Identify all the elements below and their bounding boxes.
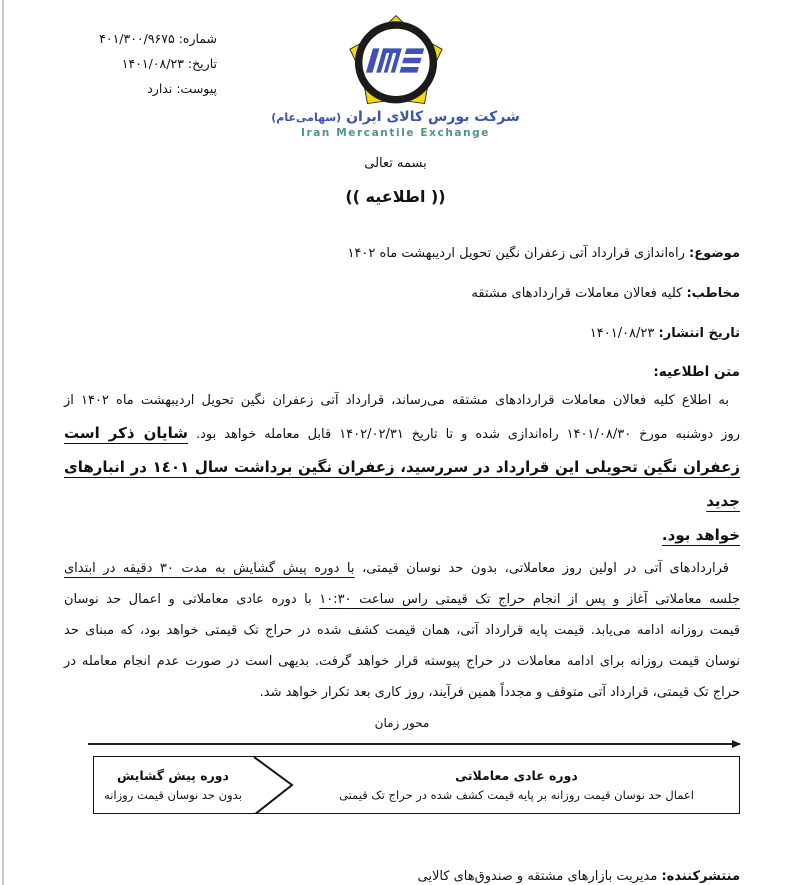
body-line (64, 584, 740, 615)
audience-value: کلیه فعالان معاملات قراردادهای مشتقه (471, 286, 683, 301)
pre-open-section (94, 757, 252, 813)
emphasis-text: شایان ذکر است (64, 424, 189, 442)
underlined-text: با دوره پیش گشایش به مدت ۳۰ دقیقه در ابتدای (64, 561, 355, 576)
time-axis-label: محور زمان (374, 716, 430, 730)
period-box (93, 756, 740, 814)
body-line: قیمت روزانه ادامه می‌یابد. قیمت پایه قرارداد آتی، همان قیمت کشف شده در حراج تک قیمتی خواهد بود، که مبنای حد (64, 623, 740, 638)
doc-attachment-value: ندارد (147, 81, 173, 96)
body-line (64, 417, 740, 451)
publisher-label: منتشرکننده: (661, 869, 740, 884)
body-line: نوسان قیمت روزانه برای ادامه معاملات در حراج پیوسته قرار خواهد گرفت. بدیهی است در صورت عدم انجام معامله در (64, 654, 740, 669)
doc-attachment-label: پیوست: (176, 81, 217, 96)
emphasis-text: زعفران نگین تحویلی این قرارداد در سررسید، زعفران نگین برداشت سال ۱٤۰۱ در انبارهای جدید (64, 458, 740, 510)
publisher-value: مدیریت بازارهای مشتقه و صندوق‌های کالایی (417, 869, 658, 884)
normal-trading-section (294, 757, 739, 813)
emphasis-text: خواهد بود. (661, 526, 740, 544)
company-type-fa: (سهامی‌عام) (271, 111, 342, 124)
chevron-divider-icon (252, 757, 294, 813)
normal-trading-subtitle: اعمال حد نوسان قیمت روزانه بر پایه قیمت کشف شده در حراج تک قیمتی (339, 787, 694, 802)
body-text: روز دوشنبه مورخ ۱۴۰۱/۰۸/۳۰ راه‌اندازی شده و تا تاریخ ۱۴۰۲/۰۲/۳۱ قابل معامله خواهد بود. (196, 427, 741, 442)
body-text: قراردادهای آتی در اولین روز معاملاتی، بدون حد نوسان قیمتی، (362, 561, 730, 576)
doc-date-value: ۱۴۰۱/۰۸/۲۳ (121, 56, 184, 71)
notice-title: (( اطلاعیه )) (345, 187, 446, 206)
doc-number-label: شماره: (178, 31, 217, 46)
timeline-diagram (64, 716, 740, 814)
bismillah: بسمه تعالی (364, 156, 427, 171)
body-text: با دوره عادی معاملاتی و اعمال حد نوسان (64, 592, 312, 607)
subject-line (64, 246, 740, 261)
body-line (64, 519, 740, 553)
company-name-fa (0, 109, 791, 125)
audience-label: مخاطب: (686, 286, 740, 301)
publisher-line (64, 869, 740, 884)
subject-value: راه‌اندازی قرارداد آتی زعفران نگین تحویل اردیبهشت ماه ۱۴۰۲ (347, 246, 685, 261)
body-heading: متن اطلاعیه: (653, 364, 740, 380)
underlined-text: جلسه معاملاتی آغاز و پس از انجام حراج تک قیمتی راس ساعت ۱۰:۳۰ (319, 592, 740, 607)
arrowhead-icon (732, 740, 741, 748)
notice-content (64, 240, 740, 884)
body-line: حراج تک قیمتی، قرارداد آتی متوقف و مجدداً همین فرآیند، روز کاری بعد تکرار خواهد شد. (259, 685, 740, 700)
pre-open-subtitle: بدون حد نوسان قیمت روزانه (104, 787, 242, 802)
pre-open-title: دوره پیش گشایش (117, 767, 229, 783)
company-name-fa-text: شرکت بورس کالای ایران (346, 109, 520, 125)
body-line (64, 553, 740, 584)
ime-logo-icon (340, 10, 452, 111)
paragraph-1 (64, 384, 740, 553)
subject-label: موضوع: (689, 246, 740, 261)
ime-logo (0, 10, 791, 139)
publish-date-value: ۱۴۰۱/۰۸/۲۳ (589, 326, 655, 341)
publish-date-line (64, 326, 740, 341)
time-axis (88, 743, 740, 745)
doc-number-value: ۴۰۱/۳۰۰/۹۶۷۵ (99, 31, 175, 46)
publish-date-label: تاریخ انتشار: (658, 326, 740, 341)
body-line: به اطلاع کلیه فعالان معاملات قراردادهای مشتقه می‌رساند، قرارداد آتی زعفران نگین تحویل اردیبهشت ماه ۱۴۰۲ از (64, 393, 729, 408)
doc-date-label: تاریخ: (187, 56, 217, 71)
normal-trading-title: دوره عادی معاملاتی (455, 767, 578, 783)
audience-line (64, 286, 740, 301)
body-line (64, 451, 740, 519)
paragraph-2 (64, 553, 740, 708)
company-name-en: Iran Mercantile Exchange (300, 127, 491, 139)
